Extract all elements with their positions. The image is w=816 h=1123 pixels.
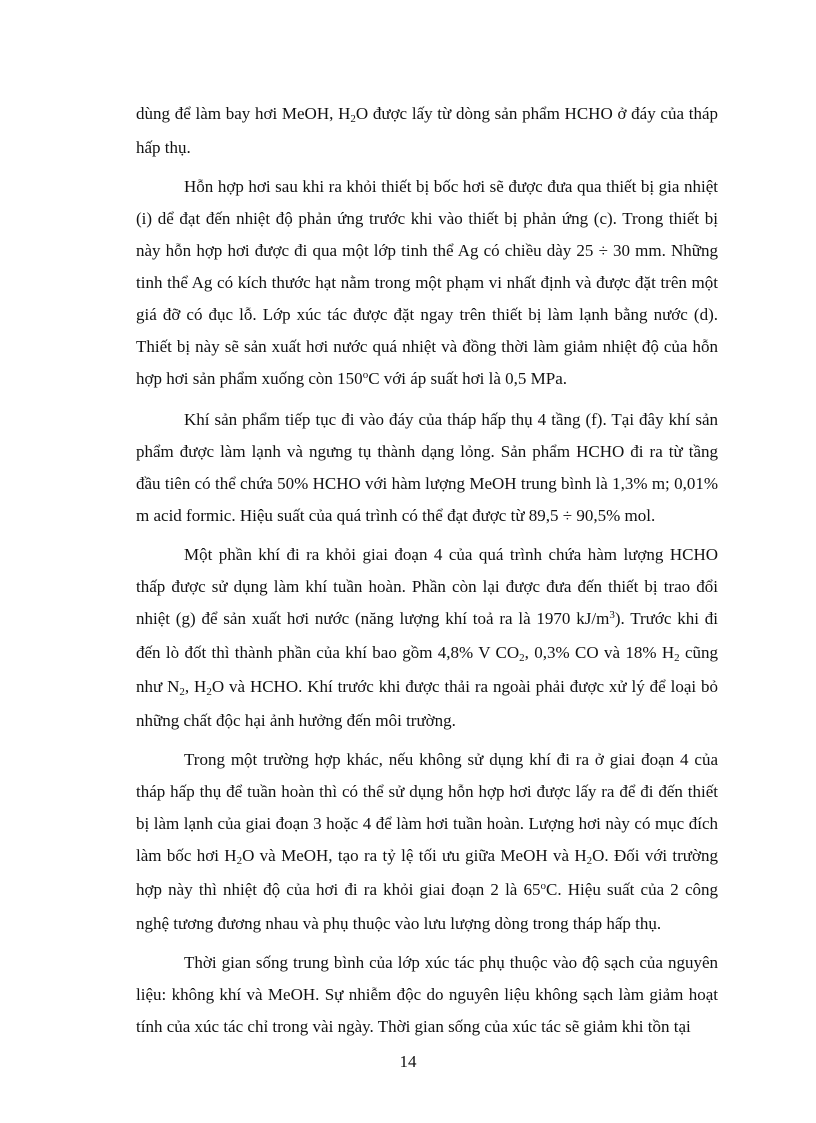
text-run: Một phần khí đi ra khỏi giai đoạn 4 của quá trình chứa hàm lượng HCHO thấp được sử dụng làm khí tuần hoàn. Phần còn lại được đưa đến thiết bị trao đổi nhiệt (g) để sản xuất hơi nước (năng lượng khí toả ra là 1970 kJ/m bbox=[136, 545, 718, 628]
superscript: o bbox=[540, 880, 547, 892]
text-run: , 0,3% CO và 18% H bbox=[524, 643, 675, 662]
text-run: O. Đối với trường hợp này thì nhiệt độ của hơi đi ra khỏi giai đoạn 2 là 65 bbox=[136, 846, 719, 899]
paragraph bbox=[136, 744, 718, 940]
text-run: ). Trước khi đi đến lò đốt thì thành phần của khí bao gồm 4,8% V CO bbox=[136, 609, 718, 662]
paragraph bbox=[136, 404, 718, 532]
text-run: C. Hiệu suất của 2 công nghệ tương đương nhau và phụ thuộc vào lưu lượng dòng trong tháp hấp thụ. bbox=[136, 880, 718, 933]
superscript: 3 bbox=[609, 609, 615, 621]
subscript: 2 bbox=[236, 855, 243, 867]
text-run: O và HCHO. Khí trước khi được thải ra ngoài phải được xử lý để loại bỏ những chất độc hại ảnh hưởng đến môi trường. bbox=[136, 677, 718, 730]
text-run: Thời gian sống trung bình của lớp xúc tác phụ thuộc vào độ sạch của nguyên liệu: không khí và MeOH. Sự nhiễm độc do nguyên liệu không sạch làm giảm hoạt tính của xúc tác chỉ trong vài ngày. Thời gian sống của xúc tác sẽ giảm khi tồn tại bbox=[136, 953, 718, 1036]
text-run: dùng để làm bay hơi MeOH, H bbox=[136, 104, 351, 123]
page-number: 14 bbox=[399, 1052, 417, 1071]
text-run: C với áp suất hơi là 0,5 MPa. bbox=[368, 369, 568, 388]
text-run: , H bbox=[184, 677, 207, 696]
subscript: 2 bbox=[206, 686, 212, 698]
text-run: Hỗn hợp hơi sau khi ra khỏi thiết bị bốc hơi sẽ được đưa qua thiết bị gia nhiệt (i) dể đạt đến nhiệt độ phản ứng trước khi vào thiết bị phản ứng (c). Trong thiết bị này hỗn hợp hơi được đi qua một lớp tinh thể Ag có chiều dày 25 ÷ 30 mm. Những tinh thể Ag có kích thước hạt nằm trong một phạm vi nhất định và được đặt trên một giá đỡ có đục lỗ. Lớp xúc tác được đặt ngay trên thiết bị làm lạnh bằng nước (d). Thiết bị này sẽ sản xuất hơi nước quá nhiệt và đồng thời làm giảm nhiệt độ của hỗn hợp hơi sản phẩm xuống còn 150 bbox=[136, 177, 718, 388]
paragraph bbox=[136, 171, 718, 397]
text-run: cũng như N bbox=[136, 643, 719, 696]
subscript: 2 bbox=[179, 686, 185, 698]
subscript: 2 bbox=[674, 652, 680, 664]
body-text bbox=[136, 98, 718, 1050]
subscript: 2 bbox=[519, 652, 525, 664]
subscript: 2 bbox=[586, 855, 593, 867]
text-run: Khí sản phẩm tiếp tục đi vào đáy của tháp hấp thụ 4 tầng (f). Tại đây khí sản phẩm được làm lạnh và ngưng tụ thành dạng lỏng. Sản phẩm HCHO đi ra từ tầng đầu tiên có thể chứa 50% HCHO với hàm lượng MeOH trung bình là 1,3% m; 0,01% m acid formic. Hiệu suất của quá trình có thể đạt được từ 89,5 ÷ 90,5% mol. bbox=[136, 410, 718, 525]
subscript: 2 bbox=[350, 113, 356, 125]
paragraph bbox=[136, 98, 718, 164]
paragraph bbox=[136, 539, 718, 737]
superscript: o bbox=[362, 369, 369, 381]
text-run: Trong một trường hợp khác, nếu không sử dụng khí đi ra ở giai đoạn 4 của tháp hấp thụ để tuần hoàn thì có thể sử dụng hỗn hợp hơi được lấy ra để đi đến thiết bị làm lạnh của giai đoạn 3 hoặc 4 để làm hơi tuần hoàn. Lượng hơi này có mục đích làm bốc hơi H bbox=[136, 750, 718, 865]
text-run: O và MeOH, tạo ra tỷ lệ tối ưu giữa MeOH và H bbox=[242, 846, 587, 865]
text-run: O được lấy từ dòng sản phẩm HCHO ở đáy của tháp hấp thụ. bbox=[136, 104, 718, 157]
paragraph bbox=[136, 947, 718, 1043]
